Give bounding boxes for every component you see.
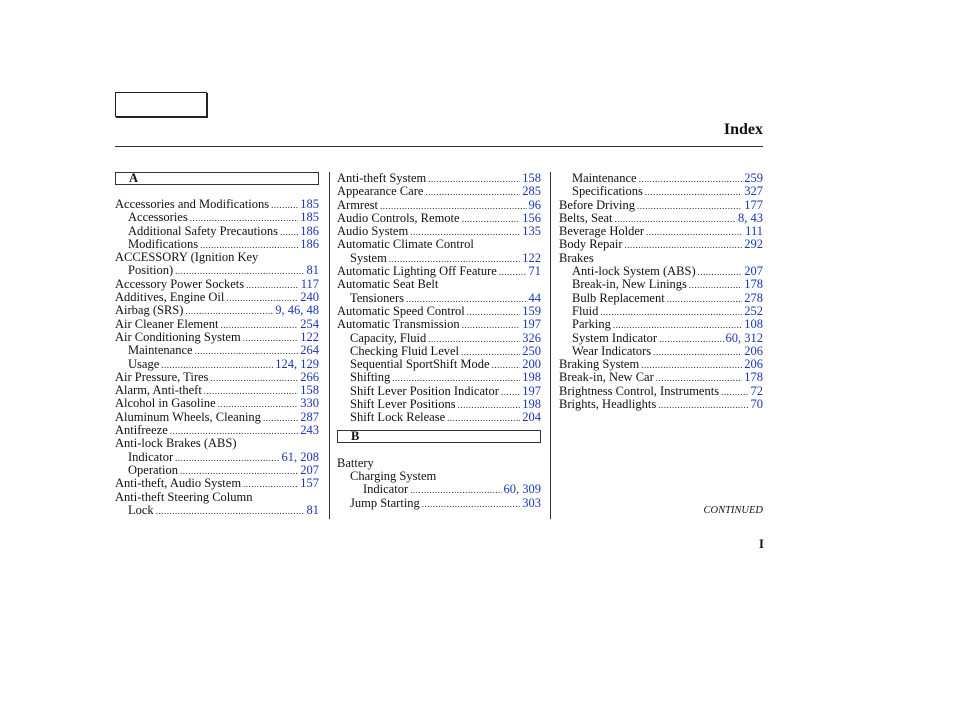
page-link[interactable]: 198 <box>522 397 541 412</box>
entry-label: Additives, Engine Oil <box>115 290 225 305</box>
entry-label: Anti-theft, Audio System <box>115 476 242 491</box>
index-entry[interactable] <box>559 305 763 318</box>
page-link[interactable]: 287 <box>300 409 319 424</box>
page-link[interactable]: 278 <box>744 290 763 305</box>
index-entry[interactable] <box>115 344 319 357</box>
index-entry[interactable] <box>115 371 319 384</box>
entry-label: Brights, Headlights <box>559 397 657 412</box>
page-link[interactable]: 206 <box>744 343 763 358</box>
entry-label: Lock <box>128 502 154 517</box>
index-entry[interactable] <box>559 199 763 212</box>
index-entry[interactable] <box>115 358 319 371</box>
page-link[interactable]: 81 <box>306 263 319 278</box>
entry-label: Beverage Holder <box>559 224 645 239</box>
dot-leader <box>667 293 743 306</box>
page-link[interactable]: 158 <box>522 171 541 185</box>
page-link[interactable]: 197 <box>522 383 541 398</box>
dot-leader <box>721 386 748 399</box>
dot-leader <box>263 412 298 425</box>
index-entry[interactable] <box>115 424 319 437</box>
entry-list <box>337 457 541 510</box>
entry-label: Anti-theft Steering Column <box>115 489 253 504</box>
index-entry[interactable] <box>559 371 763 384</box>
page-link[interactable]: 186 <box>300 223 319 238</box>
page-link[interactable]: 70 <box>750 397 763 412</box>
page-link[interactable]: 157 <box>300 476 319 491</box>
index-entry[interactable] <box>337 483 541 496</box>
entry-label: Brakes <box>559 250 594 265</box>
entry-label: Automatic Transmission <box>337 317 460 332</box>
page-link[interactable]: 206 <box>744 357 763 372</box>
dot-leader <box>645 186 742 199</box>
entry-list <box>337 172 541 425</box>
index-entry <box>337 238 541 251</box>
index-entry[interactable] <box>337 212 541 225</box>
index-entry[interactable] <box>337 265 541 278</box>
index-entry[interactable] <box>337 225 541 238</box>
index-entry[interactable] <box>559 172 763 185</box>
index-entry[interactable] <box>559 265 763 278</box>
entry-label: Break-in, New Car <box>559 370 654 385</box>
entry-label: Indicator <box>128 449 174 464</box>
column-divider-1 <box>329 172 330 519</box>
entry-label: Jump Starting <box>350 495 420 510</box>
entry-label: Parking <box>572 317 611 332</box>
dot-leader <box>467 306 520 319</box>
entry-label: Shift Lock Release <box>350 410 446 425</box>
page-link[interactable]: 158 <box>300 383 319 398</box>
dot-leader <box>625 239 743 252</box>
page-link[interactable]: 186 <box>300 236 319 251</box>
entry-label: Maintenance <box>572 171 637 185</box>
index-column-3 <box>559 172 763 411</box>
index-entry[interactable] <box>115 504 319 517</box>
page-link[interactable]: 44 <box>528 290 541 305</box>
entry-label: Accessory Power Sockets <box>115 276 245 291</box>
page-link[interactable]: 111 <box>745 224 763 239</box>
index-entry[interactable] <box>115 384 319 397</box>
dot-leader <box>462 319 521 332</box>
index-entry[interactable] <box>115 331 319 344</box>
title-rule <box>115 146 763 147</box>
page-link[interactable]: 198 <box>522 370 541 385</box>
index-entry[interactable] <box>559 212 763 225</box>
index-entry[interactable] <box>337 345 541 358</box>
entry-label: Appearance Care <box>337 184 424 199</box>
dot-leader <box>698 266 743 279</box>
page-title: Index <box>723 121 763 138</box>
page-link[interactable]: 250 <box>522 343 541 358</box>
entry-label: Additional Safety Precautions <box>128 223 278 238</box>
section-header-b: B <box>337 430 541 443</box>
index-entry[interactable] <box>337 252 541 265</box>
page-link[interactable]: 156 <box>522 210 541 225</box>
entry-label: Charging System <box>350 468 437 483</box>
index-entry[interactable] <box>559 345 763 358</box>
index-entry[interactable] <box>559 385 763 398</box>
page-link[interactable]: 72 <box>750 383 763 398</box>
dot-leader <box>658 399 748 412</box>
dot-leader <box>501 386 520 399</box>
dot-leader <box>175 452 279 465</box>
entry-label: Modifications <box>128 236 199 251</box>
entry-label: Sequential SportShift Mode <box>350 357 490 372</box>
entry-label: Usage <box>128 356 160 371</box>
index-entry[interactable] <box>115 291 319 304</box>
index-entry[interactable] <box>115 318 319 331</box>
dot-leader <box>499 266 527 279</box>
page-link[interactable]: 9, 46, 48 <box>275 303 319 318</box>
page-link[interactable]: 292 <box>744 237 763 252</box>
entry-label: Accessories <box>128 210 188 225</box>
entry-label: Audio Controls, Remote <box>337 210 460 225</box>
entry-label: Position) <box>128 263 174 278</box>
entry-label: Tensioners <box>350 290 404 305</box>
section-tab-box <box>115 92 207 117</box>
entry-label: Capacity, Fluid <box>350 330 427 345</box>
dot-leader <box>410 484 501 497</box>
page-link[interactable]: 264 <box>300 343 319 358</box>
entry-label: System Indicator <box>572 330 658 345</box>
entry-label: Wear Indicators <box>572 343 652 358</box>
entry-label: Air Pressure, Tires <box>115 369 209 384</box>
index-entry[interactable] <box>115 451 319 464</box>
dot-leader <box>641 359 742 372</box>
entry-label: Break-in, New Linings <box>572 277 687 292</box>
index-entry <box>115 251 319 264</box>
page-link[interactable]: 117 <box>300 276 319 291</box>
index-entry[interactable] <box>337 292 541 305</box>
entry-label: Specifications <box>572 184 643 199</box>
entry-label: Audio System <box>337 224 409 239</box>
page-link[interactable]: 122 <box>300 329 319 344</box>
page-link[interactable]: 178 <box>744 370 763 385</box>
dot-leader <box>689 279 742 292</box>
entry-label: Braking System <box>559 357 640 372</box>
index-entry[interactable] <box>559 225 763 238</box>
index-entry[interactable] <box>337 172 541 185</box>
page-link[interactable]: 61, 208 <box>281 449 319 464</box>
index-entry[interactable] <box>115 411 319 424</box>
index-entry <box>337 457 541 470</box>
page-link[interactable]: 135 <box>522 224 541 239</box>
dot-leader <box>271 199 298 212</box>
index-entry[interactable] <box>115 278 319 291</box>
index-entry[interactable] <box>337 358 541 371</box>
dot-leader <box>156 505 305 518</box>
page-link[interactable]: 197 <box>522 317 541 332</box>
page-link[interactable]: 124, 129 <box>275 356 319 371</box>
dot-leader <box>458 399 521 412</box>
index-entry[interactable] <box>115 238 319 251</box>
index-entry[interactable] <box>559 318 763 331</box>
dot-leader <box>425 186 520 199</box>
index-entry[interactable] <box>337 398 541 411</box>
page-link[interactable]: 185 <box>300 197 319 211</box>
index-entry[interactable] <box>115 225 319 238</box>
entry-label: Body Repair <box>559 237 623 252</box>
dot-leader <box>659 333 723 346</box>
index-entry[interactable] <box>559 185 763 198</box>
index-entry[interactable] <box>115 464 319 477</box>
page-link[interactable]: 252 <box>744 303 763 318</box>
index-column-1 <box>115 172 319 517</box>
page-link[interactable]: 60, 309 <box>503 482 541 497</box>
dot-leader <box>447 412 520 425</box>
dot-leader <box>210 372 298 385</box>
entry-label: ACCESSORY (Ignition Key <box>115 250 259 265</box>
index-entry[interactable] <box>559 358 763 371</box>
dot-leader <box>653 346 742 359</box>
entry-label: Shifting <box>350 370 391 385</box>
index-entry[interactable] <box>115 304 319 317</box>
entry-label: Air Conditioning System <box>115 329 241 344</box>
page-link[interactable]: 243 <box>300 423 319 438</box>
page-link[interactable]: 81 <box>306 502 319 517</box>
index-entry[interactable] <box>115 211 319 224</box>
index-entry[interactable] <box>337 199 541 212</box>
dot-leader <box>646 226 743 239</box>
dot-leader <box>422 498 520 511</box>
entry-label: Alcohol in Gasoline <box>115 396 216 411</box>
entry-list <box>115 198 319 517</box>
page-link[interactable]: 200 <box>522 357 541 372</box>
index-entry[interactable] <box>115 264 319 277</box>
dot-leader <box>246 279 299 292</box>
entry-label: Anti-theft System <box>337 171 427 185</box>
page-link[interactable]: 327 <box>744 184 763 199</box>
index-entry <box>115 491 319 504</box>
entry-label: Indicator <box>363 482 409 497</box>
dot-leader <box>428 173 520 186</box>
entry-label: Checking Fluid Level <box>350 343 460 358</box>
column-divider-2 <box>550 172 551 519</box>
page-link[interactable]: 96 <box>528 197 541 212</box>
continued-note: CONTINUED <box>703 505 763 516</box>
index-entry[interactable] <box>559 332 763 345</box>
entry-label: Armrest <box>337 197 378 212</box>
index-column-2 <box>337 172 541 510</box>
entry-label: Battery <box>337 455 374 470</box>
index-entry[interactable] <box>337 305 541 318</box>
page-number: I <box>759 537 764 551</box>
entry-label: Bulb Replacement <box>572 290 665 305</box>
dot-leader <box>462 213 521 226</box>
entry-label: Airbag (SRS) <box>115 303 184 318</box>
page-link[interactable]: 259 <box>744 171 763 185</box>
entry-label: Fluid <box>572 303 599 318</box>
page-link[interactable]: 303 <box>522 495 541 510</box>
page-link[interactable]: 207 <box>744 264 763 279</box>
entry-label: Before Driving <box>559 197 636 212</box>
index-entry[interactable] <box>337 332 541 345</box>
page-link[interactable]: 240 <box>300 290 319 305</box>
page-link[interactable]: 159 <box>522 303 541 318</box>
entry-label: Automatic Seat Belt <box>337 277 439 292</box>
index-entry[interactable] <box>337 371 541 384</box>
entry-label: Aluminum Wheels, Cleaning <box>115 409 261 424</box>
index-entry <box>559 252 763 265</box>
page-link[interactable]: 108 <box>744 317 763 332</box>
entry-label: Automatic Speed Control <box>337 303 465 318</box>
dot-leader <box>492 359 521 372</box>
entry-label: Shift Lever Position Indicator <box>350 383 499 398</box>
index-entry <box>337 470 541 483</box>
index-entry[interactable] <box>559 292 763 305</box>
dot-leader <box>204 385 298 398</box>
page-link[interactable]: 60, 312 <box>725 330 763 345</box>
page-link[interactable]: 178 <box>744 277 763 292</box>
dot-leader <box>600 306 742 319</box>
index-entry[interactable] <box>115 198 319 211</box>
page-link[interactable]: 207 <box>300 462 319 477</box>
entry-label: Automatic Lighting Off Feature <box>337 264 497 279</box>
dot-leader <box>243 332 299 345</box>
index-entry[interactable] <box>337 185 541 198</box>
index-entry[interactable] <box>115 477 319 490</box>
dot-leader <box>639 173 743 186</box>
page-link[interactable]: 330 <box>300 396 319 411</box>
entry-label: Belts, Seat <box>559 210 613 225</box>
index-entry[interactable] <box>337 318 541 331</box>
page-link[interactable]: 326 <box>522 330 541 345</box>
index-entry[interactable] <box>559 398 763 411</box>
index-entry[interactable] <box>337 385 541 398</box>
index-entry <box>337 278 541 291</box>
dot-leader <box>280 226 298 239</box>
page-link[interactable]: 71 <box>528 264 541 279</box>
page-link[interactable]: 254 <box>300 316 319 331</box>
page-link[interactable]: 204 <box>522 410 541 425</box>
entry-label: Shift Lever Positions <box>350 397 456 412</box>
page-link[interactable]: 122 <box>522 250 541 265</box>
entry-label: Accessories and Modifications <box>115 197 270 211</box>
dot-leader <box>637 200 742 213</box>
entry-label: Anti-lock Brakes (ABS) <box>115 436 237 451</box>
entry-list <box>559 172 763 411</box>
page-link[interactable]: 185 <box>300 210 319 225</box>
index-entry[interactable] <box>559 238 763 251</box>
entry-label: System <box>350 250 387 265</box>
entry-label: Maintenance <box>128 343 193 358</box>
index-entry[interactable] <box>337 411 541 424</box>
entry-label: Alarm, Anti-theft <box>115 383 202 398</box>
page-link[interactable]: 177 <box>744 197 763 212</box>
entry-label: Antifreeze <box>115 423 168 438</box>
entry-label: Operation <box>128 462 178 477</box>
page-link[interactable]: 266 <box>300 369 319 384</box>
index-entry[interactable] <box>115 397 319 410</box>
entry-label: Air Cleaner Element <box>115 316 219 331</box>
index-entry <box>115 437 319 450</box>
index-entry[interactable] <box>337 497 541 510</box>
page-link[interactable]: 8, 43 <box>738 210 763 225</box>
index-entry[interactable] <box>559 278 763 291</box>
section-header-a: A <box>115 172 319 185</box>
page-link[interactable]: 285 <box>522 184 541 199</box>
entry-label: Brightness Control, Instruments <box>559 383 720 398</box>
entry-label: Automatic Climate Control <box>337 237 474 252</box>
entry-label: Anti-lock System (ABS) <box>572 264 696 279</box>
